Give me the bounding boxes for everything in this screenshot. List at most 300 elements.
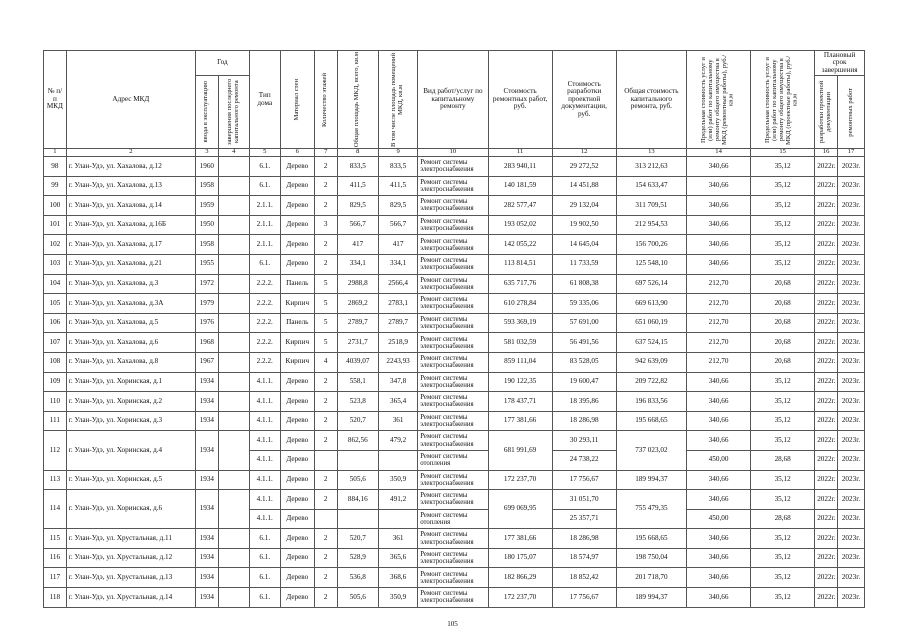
row-limit-design: 20,68 (751, 274, 815, 294)
row-address: г. Улан-Удэ, ул. Хрустальная, д.11 (66, 529, 195, 549)
table-row (44, 215, 865, 235)
row-limit-design: 35,12 (751, 157, 815, 177)
row-limit-design: 20,68 (751, 352, 815, 372)
row-last-repair-year (218, 470, 249, 490)
row-wall-material: Дерево (280, 548, 314, 568)
row-address: г. Улан-Удэ, ул. Хоринская, д.6 (66, 490, 195, 529)
row-limit-repair: 340,66 (687, 548, 751, 568)
row-design-cost: 61 808,38 (552, 274, 616, 294)
col-num: 4 (218, 149, 249, 157)
row-plan-design: 2022г. (815, 294, 838, 314)
row-number: 116 (44, 548, 67, 568)
table-row (44, 470, 865, 490)
row-house-type: 4.1.1. (249, 509, 280, 529)
row-house-type: 4.1.1. (249, 392, 280, 412)
row-design-cost: 29 132,04 (552, 196, 616, 216)
row-floors: 3 (314, 215, 337, 235)
row-total-cost: 651 060,19 (616, 313, 686, 333)
row-plan-repair: 2023г. (837, 215, 864, 235)
header-wall-material: Материал стен (280, 51, 314, 149)
col-num: 13 (616, 149, 686, 157)
row-commission-year: 1950 (195, 215, 218, 235)
row-wall-material: Дерево (280, 450, 314, 470)
row-address: г. Улан-Удэ, ул. Хахалова, д.13 (66, 176, 195, 196)
row-last-repair-year (218, 372, 249, 392)
row-premises-area: 479,2 (378, 431, 417, 451)
row-house-type: 6.1. (249, 548, 280, 568)
row-premises-area: 417 (378, 235, 417, 255)
row-total-area: 528,9 (337, 548, 378, 568)
row-wall-material: Дерево (280, 254, 314, 274)
row-design-cost: 11 733,59 (552, 254, 616, 274)
row-total-cost: 697 526,14 (616, 274, 686, 294)
row-total-area: 417 (337, 235, 378, 255)
col-num: 16 (815, 149, 838, 157)
row-limit-design: 35,12 (751, 470, 815, 490)
row-design-cost: 29 272,52 (552, 157, 616, 177)
row-work-type: Ремонт системы электроснабжения (418, 372, 488, 392)
row-last-repair-year (218, 490, 249, 529)
row-work-type: Ремонт системы электроснабжения (418, 176, 488, 196)
row-plan-repair: 2023г. (837, 509, 864, 529)
row-plan-design: 2022г. (815, 313, 838, 333)
row-premises-area: 361 (378, 411, 417, 431)
col-num: 1 (44, 149, 67, 157)
row-plan-repair: 2023г. (837, 568, 864, 588)
row-work-type: Ремонт системы электроснабжения (418, 333, 488, 353)
row-premises-area: 365,4 (378, 392, 417, 412)
row-total-cost: 311 709,51 (616, 196, 686, 216)
header-number: № п/п МКД (44, 51, 67, 149)
row-address: г. Улан-Удэ, ул. Хоринская, д.3 (66, 411, 195, 431)
row-work-type: Ремонт системы электроснабжения (418, 411, 488, 431)
row-last-repair-year (218, 294, 249, 314)
row-plan-design: 2022г. (815, 548, 838, 568)
row-work-type: Ремонт системы электроснабжения (418, 215, 488, 235)
row-design-cost: 59 335,06 (552, 294, 616, 314)
row-work-type: Ремонт системы отопления (418, 509, 488, 529)
row-design-cost: 18 286,98 (552, 411, 616, 431)
row-limit-repair: 340,66 (687, 588, 751, 608)
row-design-cost: 18 852,42 (552, 568, 616, 588)
row-limit-repair: 212,70 (687, 313, 751, 333)
header-total-cost: Общая стоимость капитального ремонта, руб. (616, 51, 686, 149)
col-num: 11 (488, 149, 552, 157)
row-commission-year: 1934 (195, 568, 218, 588)
header-design-cost: Стоимость разработки проектной документации, руб. (552, 51, 616, 149)
row-number: 110 (44, 392, 67, 412)
row-repair-cost: 859 111,04 (488, 352, 552, 372)
row-wall-material: Кирпич (280, 333, 314, 353)
row-total-area (337, 509, 378, 529)
row-plan-repair: 2023г. (837, 157, 864, 177)
row-limit-design: 35,12 (751, 411, 815, 431)
row-repair-cost: 593 369,19 (488, 313, 552, 333)
row-limit-repair: 340,66 (687, 176, 751, 196)
row-floors: 2 (314, 254, 337, 274)
col-num: 15 (751, 149, 815, 157)
row-last-repair-year (218, 588, 249, 608)
row-last-repair-year (218, 196, 249, 216)
col-num: 12 (552, 149, 616, 157)
row-commission-year: 1934 (195, 548, 218, 568)
row-plan-repair: 2023г. (837, 235, 864, 255)
row-work-type: Ремонт системы электроснабжения (418, 352, 488, 372)
row-premises-area: 350,9 (378, 470, 417, 490)
row-wall-material: Дерево (280, 176, 314, 196)
row-design-cost: 18 286,98 (552, 529, 616, 549)
row-work-type: Ремонт системы электроснабжения (418, 470, 488, 490)
row-premises-area (378, 450, 417, 470)
table-row (44, 254, 865, 274)
row-design-cost: 25 357,71 (552, 509, 616, 529)
table-row (44, 294, 865, 314)
row-work-type: Ремонт системы электроснабжения (418, 313, 488, 333)
row-total-cost: 189 994,37 (616, 588, 686, 608)
table-row (44, 568, 865, 588)
row-total-cost: 195 668,65 (616, 529, 686, 549)
table-row (44, 313, 865, 333)
row-last-repair-year (218, 313, 249, 333)
row-repair-cost: 172 237,70 (488, 470, 552, 490)
row-limit-repair: 340,66 (687, 568, 751, 588)
table-row (44, 490, 865, 510)
row-house-type: 6.1. (249, 568, 280, 588)
row-total-cost: 212 954,53 (616, 215, 686, 235)
row-limit-design: 35,12 (751, 392, 815, 412)
row-limit-design: 35,12 (751, 176, 815, 196)
row-design-cost: 30 293,11 (552, 431, 616, 451)
row-total-cost: 755 479,35 (616, 490, 686, 529)
row-work-type: Ремонт системы электроснабжения (418, 235, 488, 255)
header-last-repair-year: завершения последнего капитального ремонта (218, 76, 249, 149)
row-commission-year: 1958 (195, 176, 218, 196)
row-limit-repair: 340,66 (687, 392, 751, 412)
row-limit-design: 28,68 (751, 509, 815, 529)
row-repair-cost: 142 055,22 (488, 235, 552, 255)
row-repair-cost: 178 437,71 (488, 392, 552, 412)
row-design-cost: 14 645,04 (552, 235, 616, 255)
row-house-type: 4.1.1. (249, 372, 280, 392)
row-work-type: Ремонт системы электроснабжения (418, 392, 488, 412)
row-house-type: 4.1.1. (249, 490, 280, 510)
row-plan-repair: 2023г. (837, 176, 864, 196)
row-last-repair-year (218, 431, 249, 470)
row-plan-design: 2022г. (815, 274, 838, 294)
row-premises-area: 2518,9 (378, 333, 417, 353)
row-wall-material: Дерево (280, 490, 314, 510)
row-plan-design: 2022г. (815, 411, 838, 431)
row-total-area: 536,8 (337, 568, 378, 588)
row-limit-design: 35,12 (751, 196, 815, 216)
row-limit-design: 35,12 (751, 431, 815, 451)
row-wall-material: Дерево (280, 568, 314, 588)
row-address: г. Улан-Удэ, ул. Хахалова, д.17 (66, 235, 195, 255)
row-house-type: 2.1.1. (249, 196, 280, 216)
row-repair-cost: 190 122,35 (488, 372, 552, 392)
row-work-type: Ремонт системы электроснабжения (418, 274, 488, 294)
row-last-repair-year (218, 274, 249, 294)
table-row (44, 235, 865, 255)
row-floors: 2 (314, 568, 337, 588)
row-house-type: 4.1.1. (249, 411, 280, 431)
row-limit-repair: 340,66 (687, 235, 751, 255)
row-floors: 2 (314, 529, 337, 549)
row-total-area: 505,6 (337, 588, 378, 608)
col-num: 3 (195, 149, 218, 157)
table-row (44, 196, 865, 216)
header-work-type: Вид работ/услуг по капитальному ремонту (418, 51, 488, 149)
table-row (44, 352, 865, 372)
row-wall-material: Дерево (280, 509, 314, 529)
row-floors (314, 509, 337, 529)
col-num: 10 (418, 149, 488, 157)
row-premises-area: 368,6 (378, 568, 417, 588)
row-work-type: Ремонт системы электроснабжения (418, 196, 488, 216)
row-premises-area: 2566,4 (378, 274, 417, 294)
row-wall-material: Дерево (280, 196, 314, 216)
row-number: 112 (44, 431, 67, 470)
row-plan-design: 2022г. (815, 588, 838, 608)
row-repair-cost: 172 237,70 (488, 588, 552, 608)
table-row (44, 411, 865, 431)
row-design-cost: 14 451,88 (552, 176, 616, 196)
row-design-cost: 56 491,56 (552, 333, 616, 353)
table-row (44, 548, 865, 568)
row-plan-design: 2022г. (815, 157, 838, 177)
row-plan-repair: 2023г. (837, 352, 864, 372)
row-design-cost: 19 902,50 (552, 215, 616, 235)
col-num: 8 (337, 149, 378, 157)
row-limit-repair: 212,70 (687, 352, 751, 372)
table-row (44, 431, 865, 451)
row-number: 98 (44, 157, 67, 177)
row-floors: 2 (314, 372, 337, 392)
table-row (44, 529, 865, 549)
row-total-area: 520,7 (337, 529, 378, 549)
row-limit-repair: 340,66 (687, 431, 751, 451)
row-wall-material: Дерево (280, 470, 314, 490)
table-row (44, 372, 865, 392)
row-limit-design: 20,68 (751, 333, 815, 353)
row-design-cost: 18 395,86 (552, 392, 616, 412)
row-plan-repair: 2023г. (837, 470, 864, 490)
row-floors: 2 (314, 431, 337, 451)
row-address: г. Улан-Удэ, ул. Хахалова, д.6 (66, 333, 195, 353)
row-house-type: 2.2.2. (249, 294, 280, 314)
header-plan-design: разработки проектной документации (815, 76, 838, 149)
row-floors: 2 (314, 196, 337, 216)
column-numbers-row (44, 149, 865, 157)
row-address: г. Улан-Удэ, ул. Хоринская, д.1 (66, 372, 195, 392)
row-total-cost: 669 613,90 (616, 294, 686, 314)
row-work-type: Ремонт системы электроснабжения (418, 548, 488, 568)
row-plan-repair: 2023г. (837, 431, 864, 451)
row-house-type: 4.1.1. (249, 450, 280, 470)
row-commission-year: 1934 (195, 470, 218, 490)
row-limit-design: 28,68 (751, 450, 815, 470)
row-plan-design: 2022г. (815, 490, 838, 510)
col-num: 9 (378, 149, 417, 157)
row-plan-design: 2022г. (815, 196, 838, 216)
header-year-group: Год (195, 51, 249, 76)
row-total-cost: 189 994,37 (616, 470, 686, 490)
row-plan-repair: 2023г. (837, 313, 864, 333)
header-address: Адрес МКД (66, 51, 195, 149)
row-repair-cost: 283 940,11 (488, 157, 552, 177)
row-house-type: 2.2.2. (249, 333, 280, 353)
row-limit-repair: 450,00 (687, 450, 751, 470)
row-limit-design: 20,68 (751, 313, 815, 333)
row-floors: 2 (314, 235, 337, 255)
row-address: г. Улан-Удэ, ул. Хахалова, д.8 (66, 352, 195, 372)
row-house-type: 6.1. (249, 254, 280, 274)
row-number: 99 (44, 176, 67, 196)
row-work-type: Ремонт системы электроснабжения (418, 529, 488, 549)
col-num: 6 (280, 149, 314, 157)
row-premises-area: 347,8 (378, 372, 417, 392)
row-plan-design: 2022г. (815, 372, 838, 392)
row-total-area: 505,6 (337, 470, 378, 490)
row-work-type: Ремонт системы электроснабжения (418, 294, 488, 314)
row-floors: 2 (314, 411, 337, 431)
col-num: 14 (687, 149, 751, 157)
row-plan-design: 2022г. (815, 509, 838, 529)
row-plan-design: 2022г. (815, 254, 838, 274)
row-commission-year: 1934 (195, 588, 218, 608)
row-last-repair-year (218, 548, 249, 568)
row-house-type: 6.1. (249, 176, 280, 196)
row-house-type: 2.1.1. (249, 235, 280, 255)
row-design-cost: 18 574,97 (552, 548, 616, 568)
row-number: 106 (44, 313, 67, 333)
row-address: г. Улан-Удэ, ул. Хрустальная, д.12 (66, 548, 195, 568)
header-house-type: Тип дома (249, 51, 280, 149)
row-commission-year: 1955 (195, 254, 218, 274)
row-address: г. Улан-Удэ, ул. Хахалова, д.3 (66, 274, 195, 294)
row-address: г. Улан-Удэ, ул. Хоринская, д.2 (66, 392, 195, 412)
row-commission-year: 1958 (195, 235, 218, 255)
col-num: 17 (837, 149, 864, 157)
row-premises-area: 334,1 (378, 254, 417, 274)
col-num: 2 (66, 149, 195, 157)
row-address: г. Улан-Удэ, ул. Хрустальная, д.13 (66, 568, 195, 588)
row-work-type: Ремонт системы электроснабжения (418, 588, 488, 608)
row-premises-area: 411,5 (378, 176, 417, 196)
row-number: 114 (44, 490, 67, 529)
row-house-type: 4.1.1. (249, 431, 280, 451)
row-total-area: 2789,7 (337, 313, 378, 333)
row-total-cost: 209 722,82 (616, 372, 686, 392)
row-plan-repair: 2023г. (837, 196, 864, 216)
row-floors: 2 (314, 176, 337, 196)
row-total-cost: 201 718,70 (616, 568, 686, 588)
row-address: г. Улан-Удэ, ул. Хахалова, д.12 (66, 157, 195, 177)
row-wall-material: Кирпич (280, 352, 314, 372)
row-limit-design: 35,12 (751, 235, 815, 255)
row-number: 115 (44, 529, 67, 549)
row-repair-cost: 140 181,59 (488, 176, 552, 196)
row-limit-repair: 212,70 (687, 294, 751, 314)
row-house-type: 6.1. (249, 157, 280, 177)
row-design-cost: 83 528,05 (552, 352, 616, 372)
row-commission-year: 1934 (195, 529, 218, 549)
table-row (44, 176, 865, 196)
row-total-area: 2731,7 (337, 333, 378, 353)
row-limit-repair: 340,66 (687, 254, 751, 274)
row-limit-repair: 340,66 (687, 372, 751, 392)
row-limit-repair: 340,66 (687, 470, 751, 490)
row-plan-design: 2022г. (815, 529, 838, 549)
row-commission-year: 1959 (195, 196, 218, 216)
row-house-type: 4.1.1. (249, 470, 280, 490)
row-floors: 5 (314, 274, 337, 294)
row-total-area: 4039,07 (337, 352, 378, 372)
row-total-area: 520,7 (337, 411, 378, 431)
row-repair-cost: 581 032,59 (488, 333, 552, 353)
row-address: г. Улан-Удэ, ул. Хоринская, д.4 (66, 431, 195, 470)
row-design-cost: 57 691,00 (552, 313, 616, 333)
row-total-area: 884,16 (337, 490, 378, 510)
row-commission-year: 1934 (195, 392, 218, 412)
row-wall-material: Дерево (280, 392, 314, 412)
row-total-area: 411,5 (337, 176, 378, 196)
row-total-cost: 154 633,47 (616, 176, 686, 196)
row-number: 101 (44, 215, 67, 235)
row-wall-material: Кирпич (280, 294, 314, 314)
row-floors: 2 (314, 470, 337, 490)
row-repair-cost: 113 814,51 (488, 254, 552, 274)
row-premises-area: 491,2 (378, 490, 417, 510)
row-number: 113 (44, 470, 67, 490)
row-wall-material: Дерево (280, 235, 314, 255)
row-number: 100 (44, 196, 67, 216)
row-premises-area: 2243,93 (378, 352, 417, 372)
row-repair-cost: 177 381,66 (488, 529, 552, 549)
row-limit-design: 35,12 (751, 568, 815, 588)
row-total-area: 558,1 (337, 372, 378, 392)
row-work-type: Ремонт системы электроснабжения (418, 568, 488, 588)
row-number: 104 (44, 274, 67, 294)
row-wall-material: Дерево (280, 215, 314, 235)
row-floors: 4 (314, 352, 337, 372)
row-commission-year: 1979 (195, 294, 218, 314)
row-wall-material: Панель (280, 313, 314, 333)
row-plan-repair: 2023г. (837, 274, 864, 294)
row-limit-design: 35,12 (751, 372, 815, 392)
row-limit-repair: 340,66 (687, 196, 751, 216)
row-plan-repair: 2023г. (837, 450, 864, 470)
row-total-area: 523,8 (337, 392, 378, 412)
row-total-area: 334,1 (337, 254, 378, 274)
col-num: 5 (249, 149, 280, 157)
row-total-cost: 198 750,04 (616, 548, 686, 568)
col-num: 7 (314, 149, 337, 157)
header-repair-cost: Стоимость ремонтных работ, руб. (488, 51, 552, 149)
row-plan-design: 2022г. (815, 215, 838, 235)
row-number: 109 (44, 372, 67, 392)
row-total-area: 862,56 (337, 431, 378, 451)
header-limit-design: Предельная стоимость услуг и (или) работ по капитальному ремонту общего имущества в МКД (проектные работы), руб./кв.м (751, 51, 815, 149)
row-plan-design: 2022г. (815, 392, 838, 412)
row-floors: 5 (314, 333, 337, 353)
row-limit-repair: 340,66 (687, 157, 751, 177)
row-premises-area: 829,5 (378, 196, 417, 216)
row-limit-repair: 340,66 (687, 411, 751, 431)
row-premises-area (378, 509, 417, 529)
row-design-cost: 17 756,67 (552, 470, 616, 490)
row-premises-area: 350,9 (378, 588, 417, 608)
